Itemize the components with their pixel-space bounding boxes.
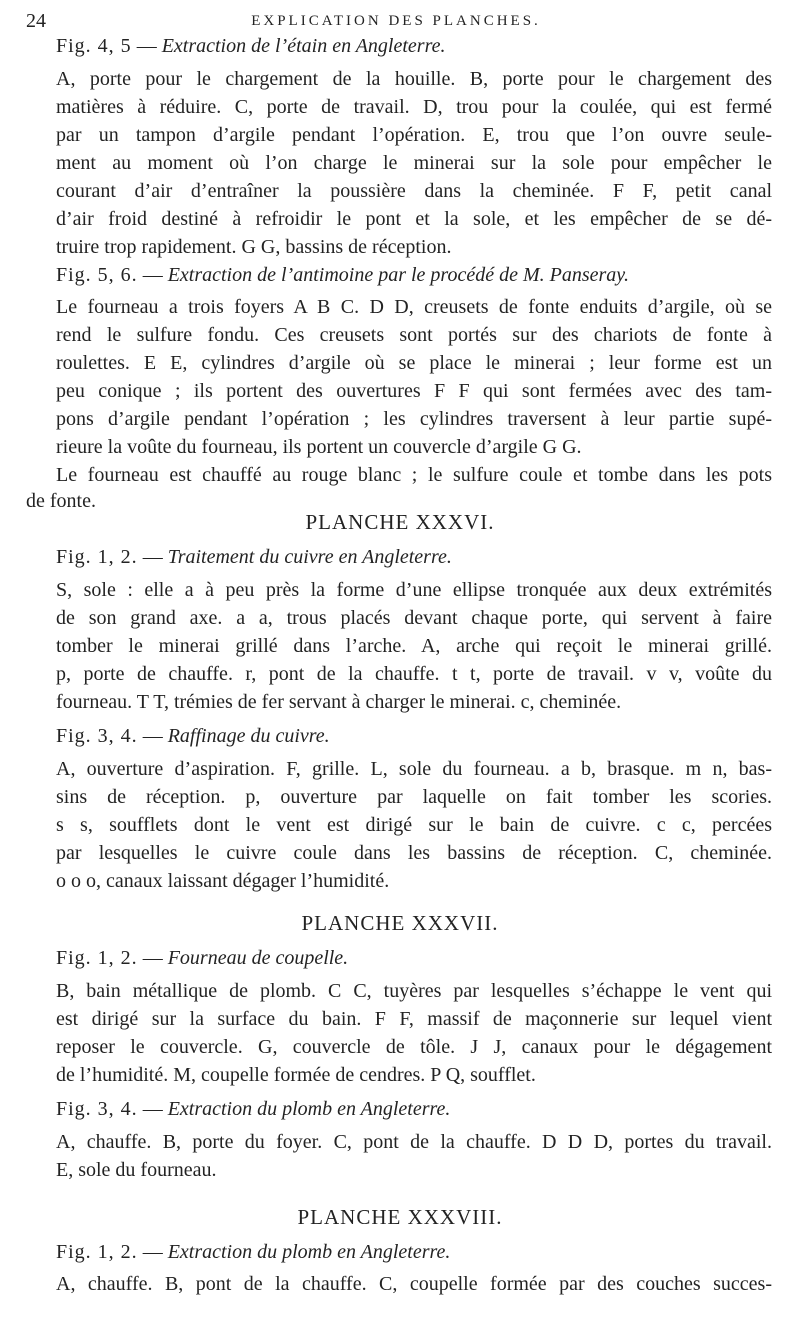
- figure-heading: Fig. 4, 5 — Extraction de l’étain en Angleterre.: [56, 35, 446, 57]
- figure-title: Extraction du plomb en Angleterre.: [167, 1241, 451, 1263]
- figure-title: Extraction du plomb en Angleterre.: [167, 1098, 451, 1120]
- text-line: d’air froid destiné à refroidir le pont et la sole, et les empêcher de se dé-: [56, 208, 772, 230]
- text-line: de fonte.: [26, 490, 96, 512]
- figure-heading: Fig. 3, 4. — Extraction du plomb en Angleterre.: [56, 1098, 451, 1120]
- figure-label: Fig. 1, 2.: [56, 1241, 138, 1263]
- text-line: reposer le couvercle. G, couvercle de tôle. J J, canaux pour le dégagement: [56, 1036, 772, 1058]
- text-line: matières à réduire. C, porte de travail. D, trou pour la coulée, qui est fermé: [56, 96, 772, 118]
- text-line: truire trop rapidement. G G, bassins de réception.: [56, 236, 452, 258]
- text-line: de l’humidité. M, coupelle formée de cendres. P Q, soufflet.: [56, 1064, 536, 1086]
- text-line: de son grand axe. a a, trous placés devant chaque porte, qui servent à faire: [56, 607, 772, 629]
- figure-title: Raffinage du cuivre.: [167, 725, 330, 747]
- text-line: fourneau. T T, trémies de fer servant à charger le minerai. c, cheminée.: [56, 691, 622, 713]
- text-line: courant d’air d’entraîner la poussière dans la cheminée. F F, petit canal: [56, 180, 772, 202]
- figure-label: Fig. 1, 2.: [56, 947, 138, 969]
- plate-heading: PLANCHE XXXVII.: [301, 911, 499, 935]
- figure-heading: Fig. 1, 2. — Fourneau de coupelle.: [56, 947, 349, 969]
- figure-label: Fig. 1, 2.: [56, 546, 138, 568]
- figure-heading: Fig. 5, 6. — Extraction de l’antimoine par le procédé de M. Panseray.: [56, 264, 630, 286]
- text-line: est dirigé sur la surface du bain. F F, massif de maçonnerie sur lequel vient: [56, 1008, 772, 1030]
- text-line: par lesquelles le cuivre coule dans les bassins de réception. C, cheminée.: [56, 842, 772, 864]
- text-line: p, porte de chauffe. r, pont de la chauffe. t t, porte de travail. v v, voûte du: [56, 663, 772, 685]
- page-header: [26, 10, 766, 36]
- text-line: rend le sulfure fondu. Ces creusets sont portés sur des chariots de fonte à: [56, 324, 772, 346]
- text-line: A, chauffe. B, porte du foyer. C, pont de la chauffe. D D D, portes du travail.: [56, 1131, 772, 1153]
- figure-label: Fig. 3, 4.: [56, 725, 138, 747]
- figure-label: Fig. 5, 6.: [56, 264, 138, 286]
- running-title: EXPLICATION DES PLANCHES.: [251, 13, 541, 29]
- figure-label: Fig. 4, 5: [56, 35, 132, 57]
- figure-label: Fig. 3, 4.: [56, 1098, 138, 1120]
- text-line: S, sole : elle a à peu près la forme d’une ellipse tronquée aux deux extrémités: [56, 579, 772, 601]
- text-line: rieure la voûte du fourneau, ils portent un couvercle d’argile G G.: [56, 436, 582, 458]
- text-line: tomber le minerai grillé dans l’arche. A, arche qui reçoit le minerai grillé.: [56, 635, 772, 657]
- figure-title: Extraction de l’antimoine par le procédé de M. Panseray.: [167, 264, 630, 286]
- text-line: Le fourneau a trois foyers A B C. D D, creusets de fonte enduits d’argile, où se: [56, 296, 772, 318]
- text-line: A, chauffe. B, pont de la chauffe. C, coupelle formée par des couches succes-: [56, 1273, 772, 1295]
- figure-heading: Fig. 1, 2. — Extraction du plomb en Angleterre.: [56, 1241, 451, 1263]
- text-line: ment au moment où l’on charge le minerai sur la sole pour empêcher le: [56, 152, 772, 174]
- text-line: E, sole du fourneau.: [56, 1159, 217, 1181]
- figure-title: Extraction de l’étain en Angleterre.: [161, 35, 446, 57]
- figure-title: Fourneau de coupelle.: [167, 947, 349, 969]
- text-line: peu conique ; ils portent des ouvertures F F qui sont fermées avec des tam-: [56, 380, 772, 402]
- figure-heading: Fig. 3, 4. — Raffinage du cuivre.: [56, 725, 330, 747]
- text-line: roulettes. E E, cylindres d’argile où se place le minerai ; leur forme est un: [56, 352, 772, 374]
- text-line: sins de réception. p, ouverture par laquelle on fait tomber les scories.: [56, 786, 772, 808]
- plate-heading: PLANCHE XXXVI.: [305, 510, 495, 534]
- text-line: o o o, canaux laissant dégager l’humidité.: [56, 870, 390, 892]
- figure-title: Traitement du cuivre en Angleterre.: [167, 546, 452, 568]
- text-line: B, bain métallique de plomb. C C, tuyères par lesquelles s’échappe le vent qui: [56, 980, 772, 1002]
- text-line: Le fourneau est chauffé au rouge blanc ; le sulfure coule et tombe dans les pots: [56, 464, 772, 486]
- page-number: 24: [26, 10, 46, 32]
- text-line: A, porte pour le chargement de la houille. B, porte pour le chargement des: [56, 68, 772, 90]
- text-line: s s, soufflets dont le vent est dirigé sur le bain de cuivre. c c, percées: [56, 814, 772, 836]
- text-line: A, ouverture d’aspiration. F, grille. L, sole du fourneau. a b, brasque. m n, bas-: [56, 758, 772, 780]
- text-line: pons d’argile pendant l’opération ; les cylindres traversent à leur partie supé-: [56, 408, 772, 430]
- figure-heading: Fig. 1, 2. — Traitement du cuivre en Angleterre.: [56, 546, 452, 568]
- plate-heading: PLANCHE XXXVIII.: [297, 1205, 503, 1229]
- text-line: par un tampon d’argile pendant l’opération. E, trou que l’on ouvre seule-: [56, 124, 772, 146]
